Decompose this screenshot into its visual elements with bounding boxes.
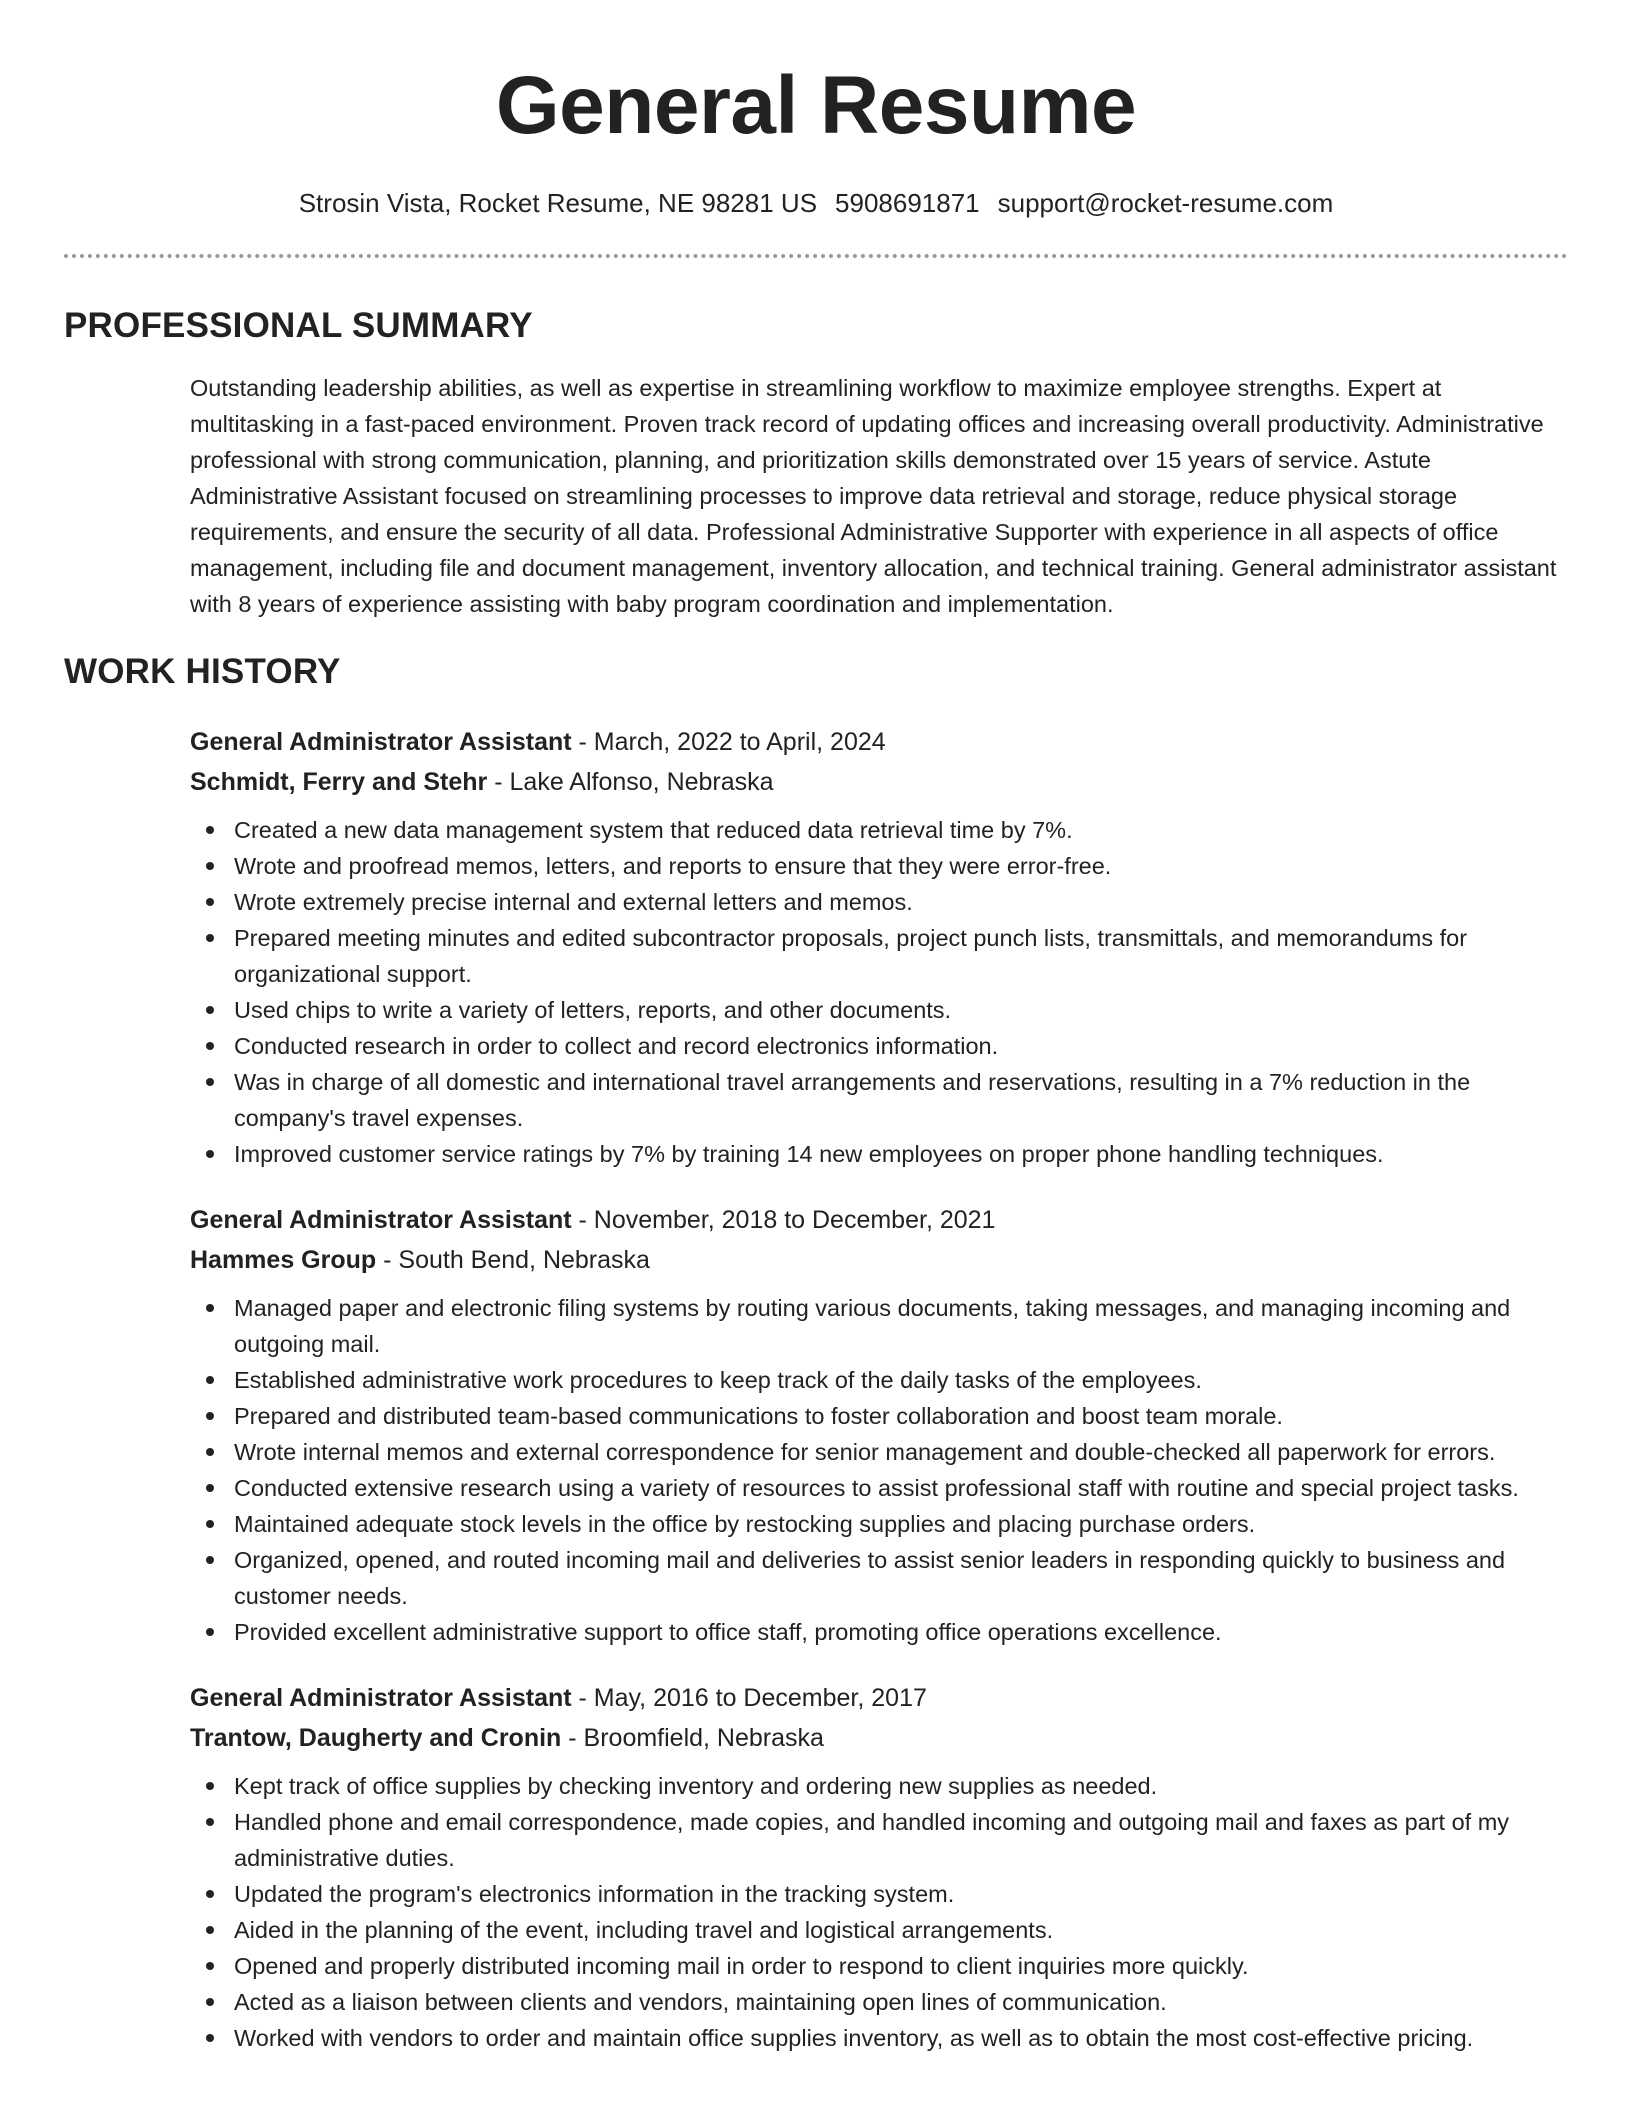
job-bullet: Created a new data management system that reduced data retrieval time by 7%.: [190, 812, 1568, 848]
job-bullet-list: [190, 1290, 1568, 1650]
job-entry: [190, 722, 1568, 1172]
job-bullet: Wrote extremely precise internal and external letters and memos.: [190, 884, 1568, 920]
work-history-heading: WORK HISTORY: [64, 652, 341, 691]
job-bullet: Kept track of office supplies by checking inventory and ordering new supplies as needed.: [190, 1768, 1568, 1804]
job-bullet: Conducted extensive research using a variety of resources to assist professional staff with routine and special project tasks.: [190, 1470, 1568, 1506]
job-bullet: Conducted research in order to collect and record electronics information.: [190, 1028, 1568, 1064]
job-title: General Administrator Assistant: [190, 728, 572, 756]
contact-email: support@rocket-resume.com: [997, 188, 1334, 218]
job-company: Hammes Group: [190, 1246, 377, 1274]
job-bullet: Worked with vendors to order and maintain office supplies inventory, as well as to obtain the most cost-effective pricing.: [190, 2020, 1568, 2056]
job-bullet: Established administrative work procedures to keep track of the daily tasks of the employees.: [190, 1362, 1568, 1398]
job-bullet: Prepared and distributed team-based communications to foster collaboration and boost team morale.: [190, 1398, 1568, 1434]
job-bullet: Wrote internal memos and external correspondence for senior management and double-checked all paperwork for errors.: [190, 1434, 1568, 1470]
job-dates: - May, 2016 to December, 2017: [571, 1684, 927, 1712]
job-bullet: Aided in the planning of the event, including travel and logistical arrangements.: [190, 1912, 1568, 1948]
job-title: General Administrator Assistant: [190, 1684, 572, 1712]
job-title-line: [190, 1200, 1568, 1240]
job-bullet: Wrote and proofread memos, letters, and reports to ensure that they were error-free.: [190, 848, 1568, 884]
job-bullet: Opened and properly distributed incoming mail in order to respond to client inquiries more quickly.: [190, 1948, 1568, 1984]
job-company-line: [190, 1718, 1568, 1758]
contact-phone: 5908691871: [835, 188, 980, 218]
job-bullet: Used chips to write a variety of letters, reports, and other documents.: [190, 992, 1568, 1028]
job-bullet: Was in charge of all domestic and international travel arrangements and reservations, resulting in a 7% reduction in the company's travel expenses.: [190, 1064, 1568, 1136]
job-bullet: Updated the program's electronics information in the tracking system.: [190, 1876, 1568, 1912]
job-bullet-list: [190, 1768, 1568, 2056]
job-dates: - March, 2022 to April, 2024: [571, 728, 886, 756]
job-dates: - November, 2018 to December, 2021: [571, 1206, 996, 1234]
contact-address: Strosin Vista, Rocket Resume, NE 98281 US: [298, 188, 818, 218]
job-bullet: Provided excellent administrative support to office staff, promoting office operations excellence.: [190, 1614, 1568, 1650]
job-bullet: Organized, opened, and routed incoming mail and deliveries to assist senior leaders in responding quickly to business and customer needs.: [190, 1542, 1568, 1614]
job-bullet: Managed paper and electronic filing systems by routing various documents, taking messages, and managing incoming and outgoing mail.: [190, 1290, 1568, 1362]
job-entry: [190, 1200, 1568, 1650]
job-bullet: Prepared meeting minutes and edited subcontractor proposals, project punch lists, transmittals, and memorandums for organizational support.: [190, 920, 1568, 992]
job-location: - Broomfield, Nebraska: [561, 1724, 824, 1752]
summary-text: Outstanding leadership abilities, as well as expertise in streamlining workflow to maximize employee strengths. Expert at multitasking in a fast-paced environment. Proven track record of updating offices and increasing overall productivity. Administrative professional with strong communication, planning, and prioritization skills demonstrated over 15 years of service. Astute Administrative Assistant focused on streamlining processes to improve data retrieval and storage, reduce physical storage requirements, and ensure the security of all data. Professional Administrative Supporter with experience in all aspects of office management, including file and document management, inventory allocation, and technical training. General administrator assistant with 8 years of experience assisting with baby program coordination and implementation.: [190, 375, 1557, 617]
job-company-line: [190, 762, 1568, 802]
job-bullet: Improved customer service ratings by 7% by training 14 new employees on proper phone handling techniques.: [190, 1136, 1568, 1172]
job-company: Schmidt, Ferry and Stehr: [190, 768, 488, 796]
job-company-line: [190, 1240, 1568, 1280]
job-company: Trantow, Daugherty and Cronin: [190, 1724, 562, 1752]
job-location: - Lake Alfonso, Nebraska: [487, 768, 774, 796]
job-title: General Administrator Assistant: [190, 1206, 572, 1234]
job-entry: [190, 1678, 1568, 2056]
job-bullet: Acted as a liaison between clients and vendors, maintaining open lines of communication.: [190, 1984, 1568, 2020]
job-title-line: [190, 1678, 1568, 1718]
summary-heading: PROFESSIONAL SUMMARY: [64, 306, 533, 345]
job-bullet: Maintained adequate stock levels in the office by restocking supplies and placing purchase orders.: [190, 1506, 1568, 1542]
header-divider: [64, 254, 1568, 258]
job-title-line: [190, 722, 1568, 762]
contact-line: [64, 186, 1568, 220]
job-bullet-list: [190, 812, 1568, 1172]
resume-title: General Resume: [495, 60, 1137, 151]
job-bullet: Handled phone and email correspondence, made copies, and handled incoming and outgoing mail and faxes as part of my administrative duties.: [190, 1804, 1568, 1876]
job-location: - South Bend, Nebraska: [376, 1246, 650, 1274]
